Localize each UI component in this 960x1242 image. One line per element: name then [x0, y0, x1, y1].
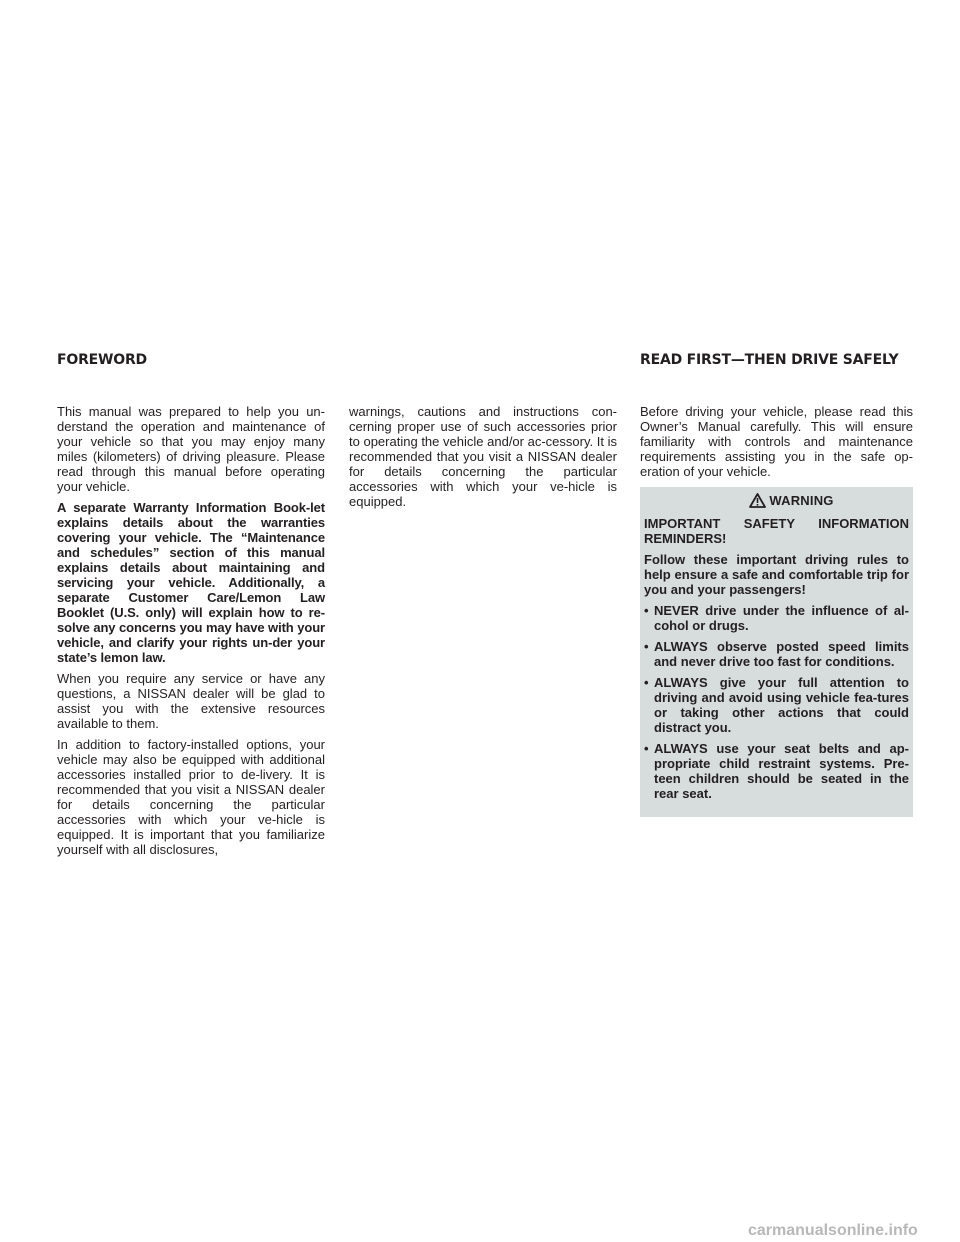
warning-list-item: [644, 603, 909, 633]
bullet-icon: •: [644, 741, 649, 756]
section-heading-foreword: FOREWORD: [57, 352, 147, 368]
paragraph: When you require any service or have any questions, a NISSAN dealer will be glad to assist you with the extensive resources available to them.: [57, 671, 325, 731]
warning-title: WARNING: [769, 493, 834, 508]
text-column-1: [57, 404, 325, 863]
warning-triangle-icon: [749, 493, 766, 508]
warning-item-text: ALWAYS observe posted speed limits and never drive too fast for conditions.: [654, 639, 909, 669]
warning-list-item: [644, 741, 909, 801]
warning-item-text: NEVER drive under the influence of al-cohol or drugs.: [654, 603, 909, 633]
warning-list-item: [644, 675, 909, 735]
paragraph: warnings, cautions and instructions con-cerning proper use of such accessories prior to operating the vehicle and/or ac-cessory. It is recommended that you visit a NISSAN dealer for details concerning the particular accessories with which your ve-hicle is equipped.: [349, 404, 617, 509]
bullet-icon: •: [644, 675, 649, 690]
warning-item-text: ALWAYS use your seat belts and ap-propriate child restraint systems. Pre-teen children should be seated in the rear seat.: [654, 741, 909, 801]
warning-intro: IMPORTANT SAFETY INFORMATION REMINDERS!: [644, 516, 909, 546]
text-column-3: [640, 404, 913, 817]
warning-box: [640, 487, 913, 817]
warning-list-item: [644, 639, 909, 669]
paragraph-bold: A separate Warranty Information Book-let explains details about the warranties covering your vehicle. The “Maintenance and schedules” section of this manual explains details about maintaining and servicing your vehicle. Additionally, a separate Customer Care/Lemon Law Booklet (U.S. only) will explain how to re-solve any concerns you may have with your vehicle, and clarify your rights un-der your state’s lemon law.: [57, 500, 325, 665]
warning-item-text: ALWAYS give your full attention to driving and avoid using vehicle fea-tures or taking other actions that could distract you.: [654, 675, 909, 735]
warning-intro: Follow these important driving rules to help ensure a safe and comfortable trip for you and your passengers!: [644, 552, 909, 597]
watermark: carmanualsonline.info: [748, 1222, 918, 1239]
bullet-icon: •: [644, 603, 649, 618]
warning-list: [644, 603, 909, 801]
text-column-2: [349, 404, 617, 515]
warning-header: [674, 487, 909, 516]
paragraph: In addition to factory-installed options, your vehicle may also be equipped with additional accessories installed prior to de-livery. It is recommended that you visit a NISSAN dealer for details concerning the particular accessories with which your ve-hicle is equipped. It is important that you familiarize yourself with all disclosures,: [57, 737, 325, 857]
section-heading-read-first: READ FIRST—THEN DRIVE SAFELY: [640, 352, 899, 368]
bullet-icon: •: [644, 639, 649, 654]
paragraph: Before driving your vehicle, please read this Owner’s Manual carefully. This will ensure familiarity with controls and maintenance requirements assisting you in the safe op-eration of your vehicle.: [640, 404, 913, 479]
paragraph: This manual was prepared to help you un-derstand the operation and maintenance of your vehicle so that you may enjoy many miles (kilometers) of driving pleasure. Please read through this manual before operating your vehicle.: [57, 404, 325, 494]
